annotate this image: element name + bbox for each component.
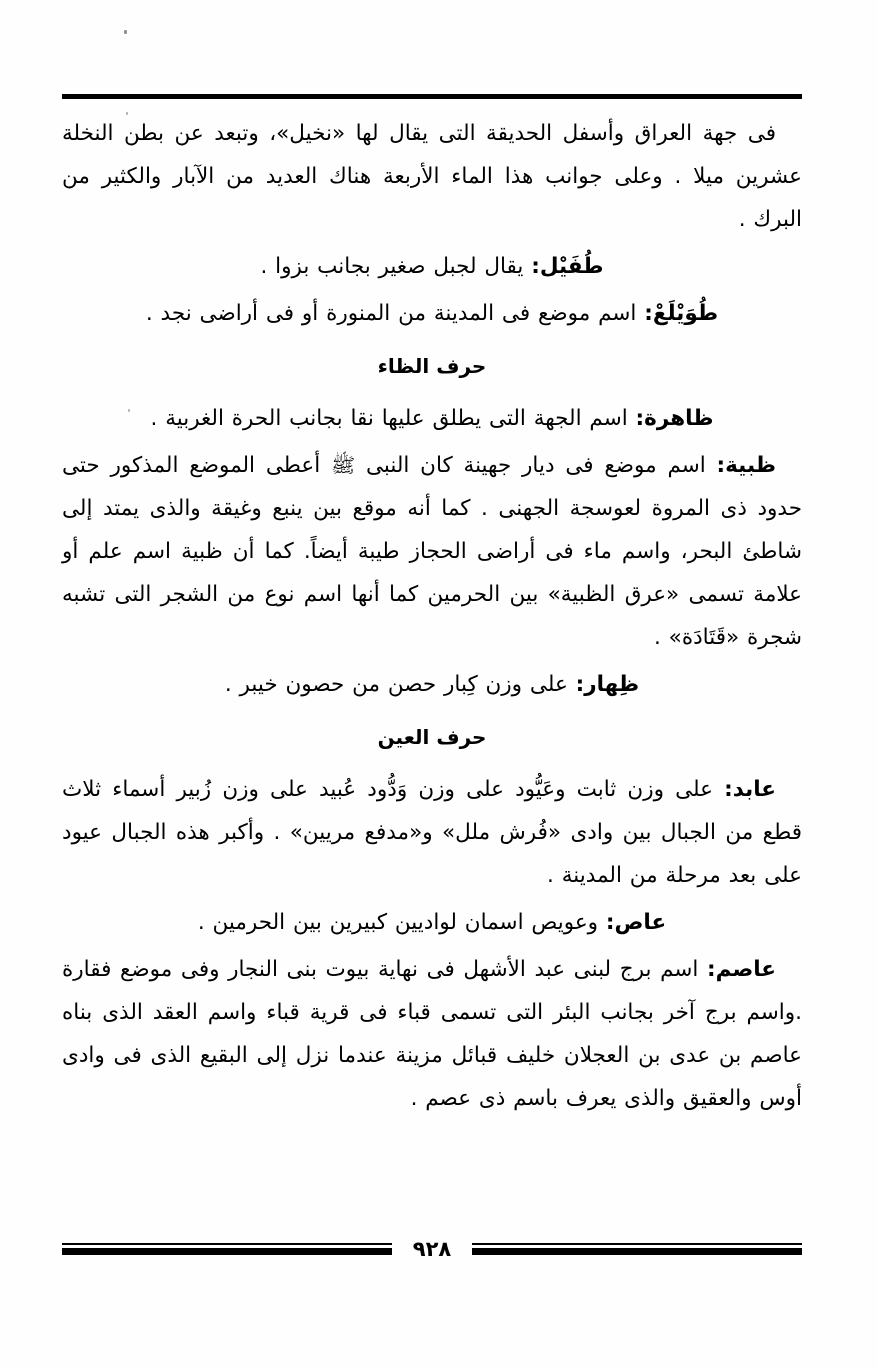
entry-headword: عاصم:: [707, 957, 776, 982]
text-block: [62, 112, 802, 1124]
footer-rule-thin: [62, 1243, 392, 1245]
entry-tufayl: طُفَيْل: يقال لجبل صغير بجانب بزوا .: [260, 254, 604, 279]
entry-zahira: ظاهرة: اسم الجهة التى يطلق عليها نقا بجانب الحرة الغربية .: [150, 406, 714, 431]
header-rule: [62, 94, 802, 99]
entry-abid: عابد: على وزن ثابت وعَيُّود على وزن وَدُّود عُبيد على وزن زُبير أسماء ثلاث قطع من الجبال بين وادى «فُرش ملل» و«مدفع مريين» . وأكبر هذه الجبال عيود على بعد مرحلة من المدينة .: [62, 777, 802, 888]
entry-headword: ظِهار:: [575, 672, 640, 697]
page-number: ٩٢٨: [404, 1236, 460, 1262]
footer-rule-right: [472, 1243, 802, 1257]
entry-headword: ظبية:: [716, 453, 776, 478]
entry-headword: عابد:: [724, 777, 776, 802]
pbuh-glyph-icon: ﷺ: [330, 453, 356, 477]
footer-rule-thick: [472, 1248, 802, 1255]
entry-tuwaylaa: طُوَيْلَعْ: اسم موضع فى المدينة من المنورة أو فى أراضى نجد .: [145, 301, 719, 326]
scan-speck: [124, 30, 127, 34]
footer-rule-thin: [472, 1243, 802, 1245]
entry-headword: طُوَيْلَعْ:: [644, 301, 719, 326]
entry-zabya-text-before: ظبية: اسم موضع فى ديار جهينة كان النبى: [355, 453, 776, 478]
entry-zabya: [62, 444, 802, 659]
entry-headword: عاص:: [605, 910, 667, 935]
entry-headword: طُفَيْل:: [531, 254, 604, 279]
entry-aas: عاص: وعويص اسمان لواديين كبيرين بين الحرمين .: [197, 910, 667, 935]
paragraph-nakhil: فى جهة العراق وأسفل الحديقة التى يقال لها «نخيل»، وتبعد عن بطن النخلة عشرين ميلا . وعلى جوانب هذا الماء الأربعة هناك العديد من الآبار والكثير من البرك .: [62, 121, 802, 232]
entry-zihar: ظِهار: على وزن كِبار حصن من حصون خيبر .: [224, 672, 640, 697]
footer-rule-left: [62, 1243, 392, 1257]
section-heading-zaa: حرف الظاء: [377, 354, 487, 378]
page-footer: [62, 1237, 802, 1277]
entry-zabya-text-after: أعطى الموضع المذكور حتى حدود ذى المروة لعوسجة الجهنى . كما أنه موقع بين ينبع وغيقة والذى يمتد إلى شاطئ البحر، واسم ماء فى أراضى الحجاز طيبة أيضاً. كما أن ظبية اسم علم أو علامة تسمى «عرق الظبية» بين الحرمين كما أنها اسم نوع من الشجر التى تشبه شجرة «قَتَادَة» .: [62, 453, 802, 650]
entry-headword: ظاهرة:: [635, 406, 714, 431]
footer-rule-thick: [62, 1248, 392, 1255]
entry-asim: عاصم: اسم برج لبنى عبد الأشهل فى نهاية بيوت بنى النجار وفى موضع فقارة .واسم برج آخر بجانب البئر التى تسمى قباء فى قرية قباء واسم العقد الذى بناه عاصم بن عدى بن العجلان خليف قبائل مزينة عندما نزل إلى البقيع الذى فى وادى أوس والعقيق والذى يعرف باسم ذى عصم .: [62, 957, 802, 1111]
section-heading-ayn: حرف العين: [377, 725, 487, 749]
